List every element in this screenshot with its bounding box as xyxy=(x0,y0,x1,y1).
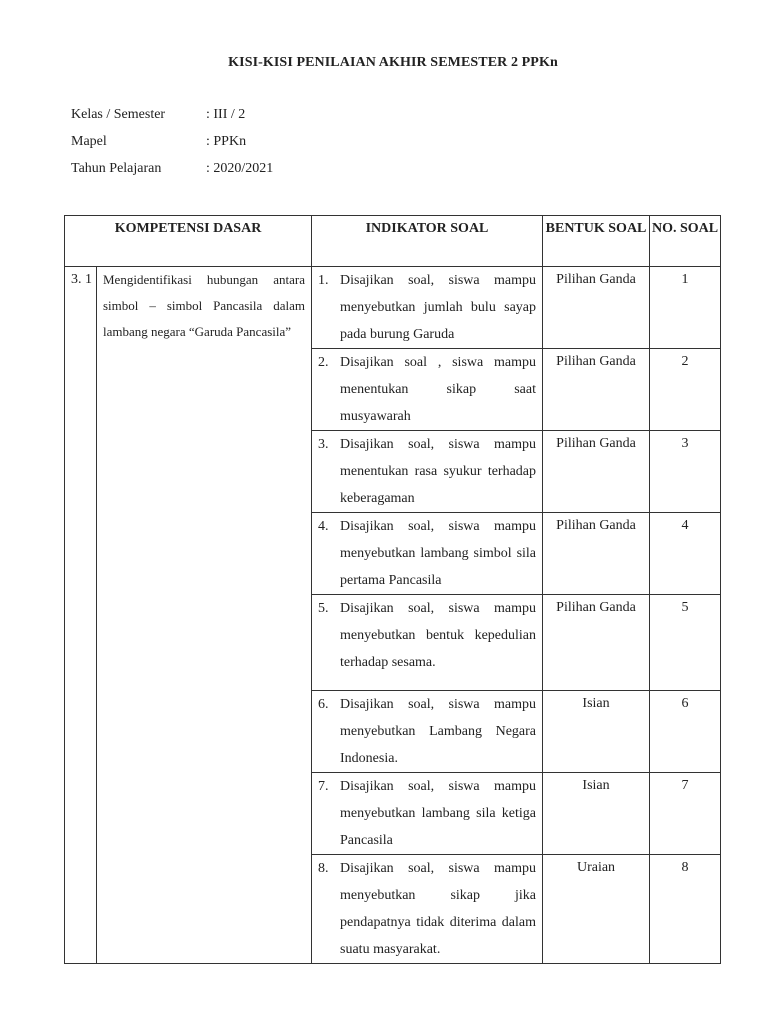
indikator-number: 8. xyxy=(318,861,329,876)
kisi-table xyxy=(64,215,721,964)
nomor-soal: 8 xyxy=(650,855,721,964)
bentuk-soal: Isian xyxy=(543,691,650,773)
header-nomor: NO. SOAL xyxy=(650,216,721,267)
indikator-cell xyxy=(312,431,543,513)
info-label: Tahun Pelajaran xyxy=(71,161,162,176)
indikator-text: Disajikan soal, siswa mampu menyebutkan jumlah bulu sayap pada burung Garuda xyxy=(340,273,537,342)
indikator-number: 2. xyxy=(318,355,329,370)
nomor-soal: 2 xyxy=(650,349,721,431)
bentuk-soal: Uraian xyxy=(543,855,650,964)
info-block xyxy=(71,107,273,188)
info-value: : III / 2 xyxy=(206,107,246,122)
bentuk-soal: Pilihan Ganda xyxy=(543,267,650,349)
indikator-text: Disajikan soal, siswa mampu menyebutkan lambang sila ketiga Pancasila xyxy=(340,779,537,848)
info-value: : 2020/2021 xyxy=(206,161,274,176)
header-indikator: INDIKATOR SOAL xyxy=(312,216,543,267)
indikator-cell xyxy=(312,691,543,773)
bentuk-soal: Pilihan Ganda xyxy=(543,431,650,513)
indikator-text: Disajikan soal, siswa mampu menyebutkan bentuk kepedulian terhadap sesama. xyxy=(340,601,537,670)
indikator-number: 7. xyxy=(318,779,329,794)
info-value: : PPKn xyxy=(206,134,247,149)
table-row xyxy=(65,267,721,349)
nomor-soal: 7 xyxy=(650,773,721,855)
header-bentuk: BENTUK SOAL xyxy=(543,216,650,267)
info-row-tahun xyxy=(71,161,273,188)
kd-number: 3. 1 xyxy=(65,267,97,964)
indikator-number: 6. xyxy=(318,697,329,712)
header-kompetensi: KOMPETENSI DASAR xyxy=(65,216,312,267)
page-title: KISI-KISI PENILAIAN AKHIR SEMESTER 2 PPKn xyxy=(228,55,558,70)
info-label: Mapel xyxy=(71,134,107,149)
indikator-cell xyxy=(312,513,543,595)
indikator-cell xyxy=(312,595,543,691)
indikator-text: Disajikan soal, siswa mampu menentukan rasa syukur terhadap keberagaman xyxy=(340,437,537,506)
table-header-row xyxy=(65,216,721,267)
indikator-text: Disajikan soal, siswa mampu menyebutkan lambang simbol sila pertama Pancasila xyxy=(340,519,537,588)
indikator-number: 4. xyxy=(318,519,329,534)
indikator-text: Disajikan soal, siswa mampu menyebutkan sikap jika pendapatnya tidak diterima dalam suatu masyarakat. xyxy=(340,861,537,957)
bentuk-soal: Isian xyxy=(543,773,650,855)
nomor-soal: 4 xyxy=(650,513,721,595)
kd-text: Mengidentifikasi hubungan antara simbol – simbol Pancasila dalam lambang negara “Garuda Pancasila” xyxy=(97,267,312,964)
indikator-text: Disajikan soal , siswa mampu menentukan sikap saat musyawarah xyxy=(340,355,537,424)
nomor-soal: 5 xyxy=(650,595,721,691)
nomor-soal: 3 xyxy=(650,431,721,513)
info-label: Kelas / Semester xyxy=(71,107,166,122)
indikator-cell xyxy=(312,349,543,431)
bentuk-soal: Pilihan Ganda xyxy=(543,595,650,691)
indikator-cell xyxy=(312,773,543,855)
indikator-cell xyxy=(312,855,543,964)
nomor-soal: 6 xyxy=(650,691,721,773)
indikator-text: Disajikan soal, siswa mampu menyebutkan Lambang Negara Indonesia. xyxy=(340,697,537,766)
indikator-cell xyxy=(312,267,543,349)
info-row-mapel xyxy=(71,134,273,161)
indikator-number: 5. xyxy=(318,601,329,616)
bentuk-soal: Pilihan Ganda xyxy=(543,349,650,431)
info-row-kelas xyxy=(71,107,273,134)
indikator-number: 3. xyxy=(318,437,329,452)
nomor-soal: 1 xyxy=(650,267,721,349)
bentuk-soal: Pilihan Ganda xyxy=(543,513,650,595)
indikator-number: 1. xyxy=(318,273,329,288)
